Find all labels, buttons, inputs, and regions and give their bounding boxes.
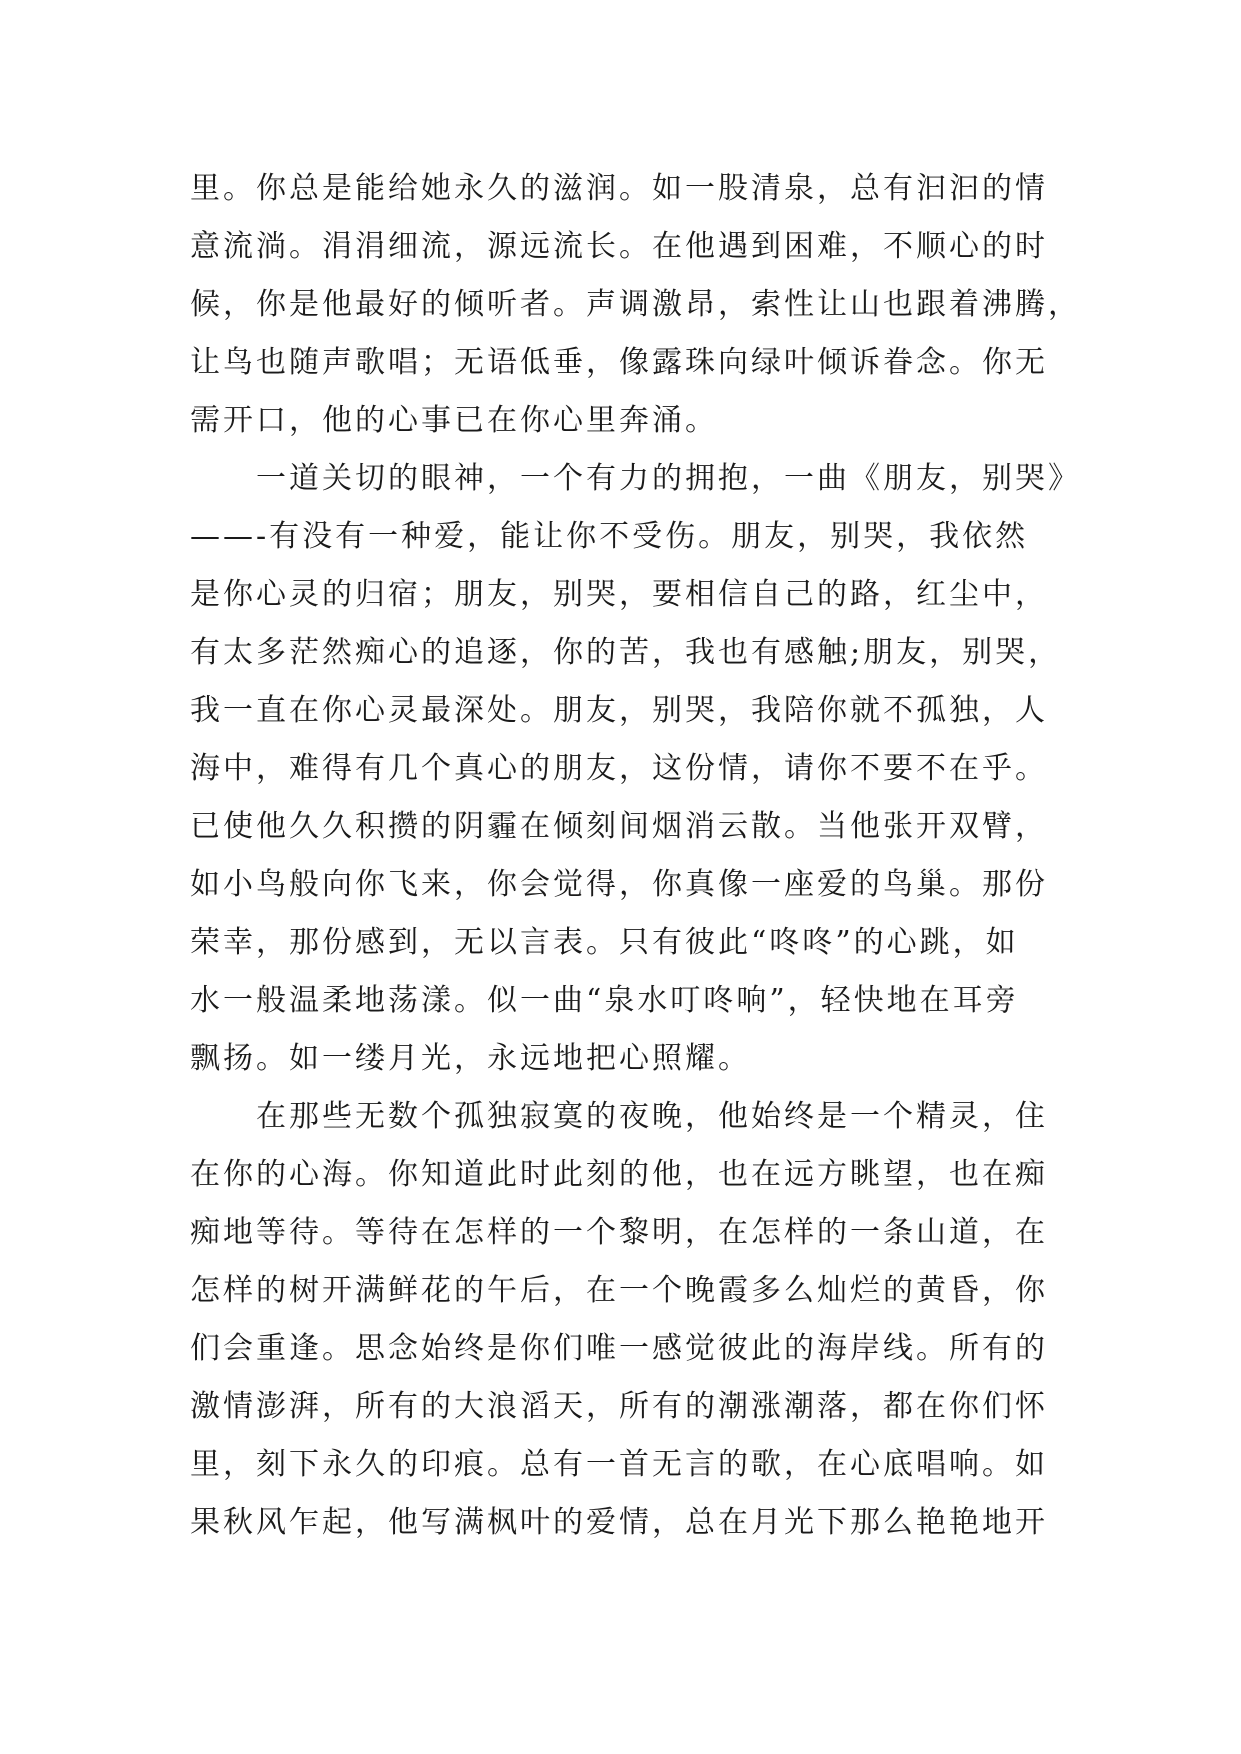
text-line: 果秋风乍起，他写满枫叶的爱情，总在月光下那么艳艳地开 [190,1505,1048,1540]
text-line: 海中，难得有几个真心的朋友，这份情，请你不要不在乎。 [190,751,1048,786]
text-line: 痴地等待。等待在怎样的一个黎明，在怎样的一条山道，在 [190,1215,1048,1250]
text-line: 我一直在你心灵最深处。朋友，别哭，我陪你就不孤独，人 [190,693,1048,728]
text-line: 荣幸，那份感到，无以言表。只有彼此“咚咚”的心跳，如 [190,925,1019,960]
text-line: 让鸟也随声歌唱；无语低垂，像露珠向绿叶倾诉眷念。你无 [190,345,1048,380]
paragraph-first-line: 一道关切的眼神，一个有力的拥抱，一曲《朋友，别哭》 [256,461,1081,496]
text-line: 水一般温柔地荡漾。似一曲“泉水叮咚响”，轻快地在耳旁 [190,983,1019,1018]
text-line: 是你心灵的归宿；朋友，别哭，要相信自己的路，红尘中， [190,577,1048,612]
body-text [190,160,1081,1552]
text-line: 需开口，他的心事已在你心里奔涌。 [190,403,718,438]
text-line: 有太多茫然痴心的追逐，你的苦，我也有感触;朋友，别哭， [190,635,1062,670]
text-line: 们会重逢。思念始终是你们唯一感觉彼此的海岸线。所有的 [190,1331,1048,1366]
text-line: 在你的心海。你知道此时此刻的他，也在远方眺望，也在痴 [190,1157,1048,1192]
text-line: 飘扬。如一缕月光，永远地把心照耀。 [190,1041,751,1076]
paragraph-first-line: 在那些无数个孤独寂寞的夜晚，他始终是一个精灵，住 [256,1099,1048,1134]
text-line: 已使他久久积攒的阴霾在倾刻间烟消云散。当他张开双臂， [190,809,1048,844]
text-line: 里，刻下永久的印痕。总有一首无言的歌，在心底唱响。如 [190,1447,1048,1482]
text-line: 激情澎湃，所有的大浪滔天，所有的潮涨潮落，都在你们怀 [190,1389,1048,1424]
text-line: ——-有没有一种爱，能让你不受伤。朋友，别哭，我依然 [190,519,1029,554]
text-line: 候，你是他最好的倾听者。声调激昂，索性让山也跟着沸腾， [190,287,1081,322]
text-line: 意流淌。涓涓细流，源远流长。在他遇到困难，不顺心的时 [190,229,1048,264]
text-line: 里。你总是能给她永久的滋润。如一股清泉，总有汩汩的情 [190,171,1048,206]
text-line: 如小鸟般向你飞来，你会觉得，你真像一座爱的鸟巢。那份 [190,867,1048,902]
text-line: 怎样的树开满鲜花的午后，在一个晚霞多么灿烂的黄昏，你 [190,1273,1048,1308]
